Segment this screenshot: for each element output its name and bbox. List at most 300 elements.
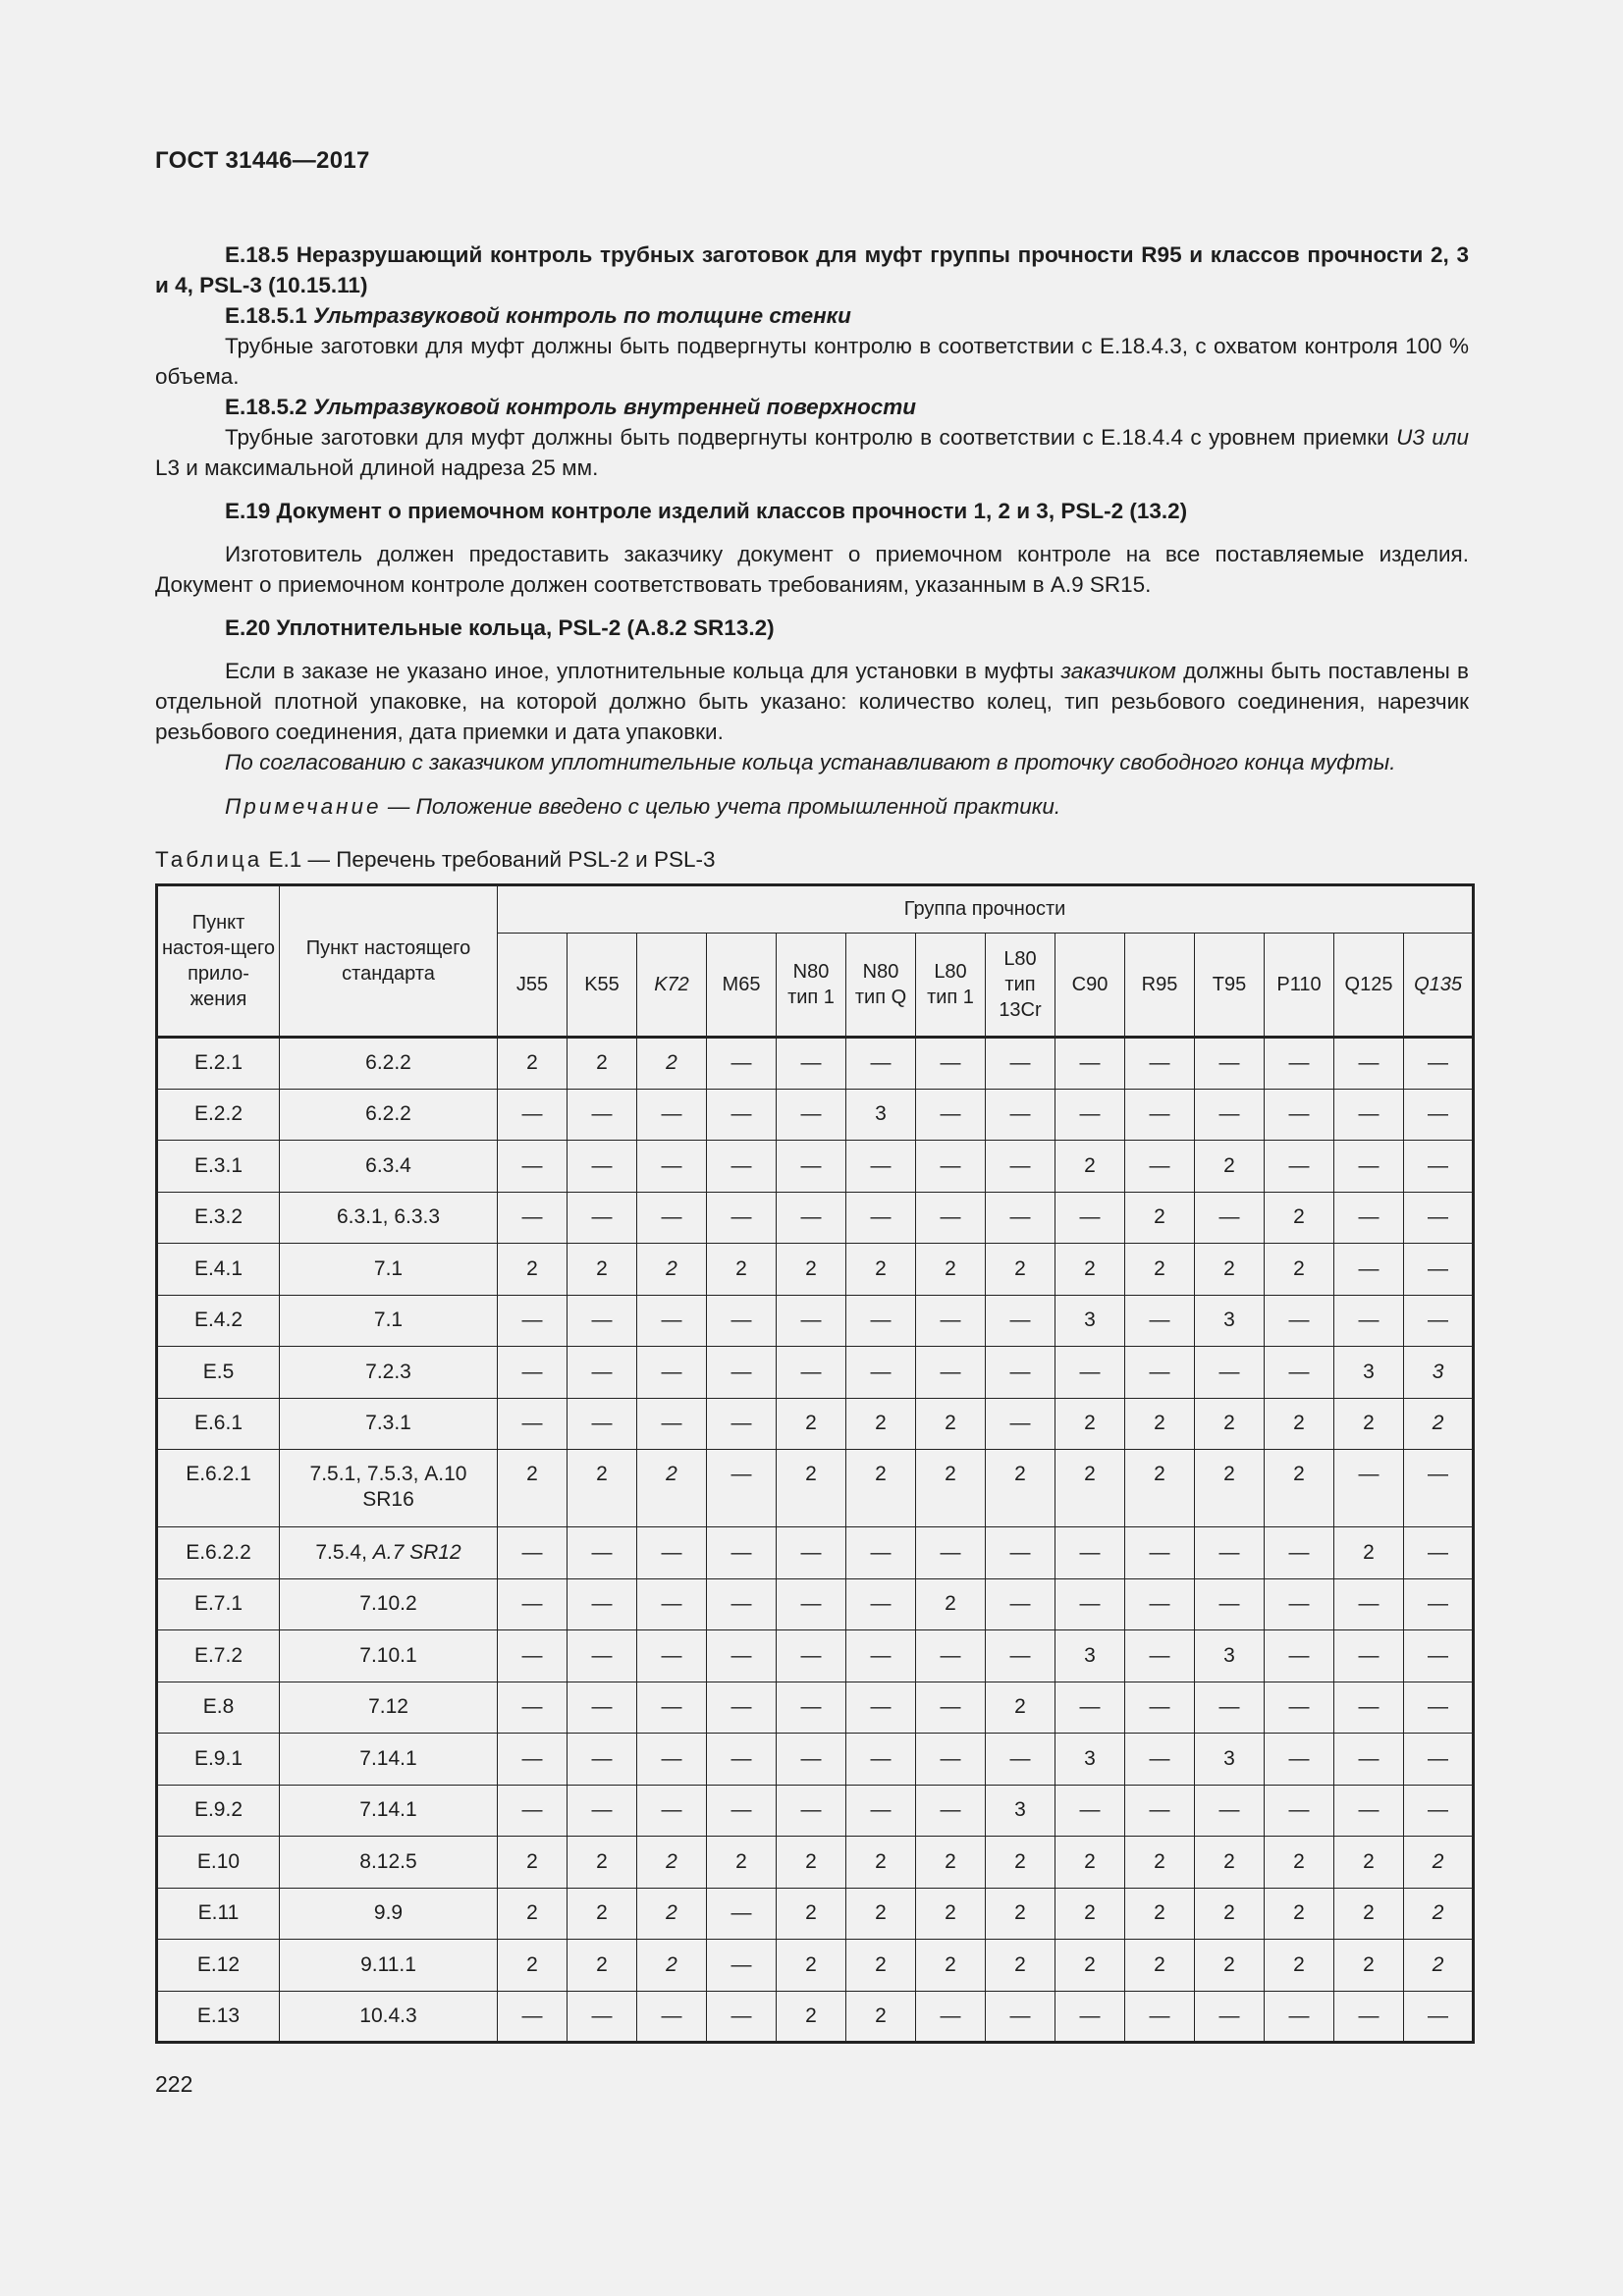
- psl-value-cell: 2: [777, 1837, 846, 1889]
- psl-value-cell: —: [707, 1398, 777, 1450]
- psl-value-cell: —: [568, 1089, 637, 1141]
- clause-text: 7.14.1: [359, 1746, 417, 1770]
- clause-text: 7.14.1: [359, 1798, 417, 1822]
- psl-value-cell: —: [498, 1141, 568, 1193]
- psl-value-cell: 3: [1195, 1295, 1265, 1347]
- psl-value-cell: 2: [1055, 1141, 1125, 1193]
- psl-value-cell: 2: [777, 1991, 846, 2043]
- psl-value-cell: —: [1125, 1991, 1195, 2043]
- psl-value-cell: —: [777, 1785, 846, 1837]
- clause-text: 6.3.4: [365, 1153, 411, 1177]
- psl-value-cell: —: [707, 1141, 777, 1193]
- psl-value-cell: —: [498, 1295, 568, 1347]
- psl-value-cell: 2: [1055, 1244, 1125, 1296]
- psl-value-cell: 2: [986, 1888, 1055, 1940]
- table-row: [157, 1940, 1474, 1992]
- psl-value-cell: —: [1125, 1089, 1195, 1141]
- psl-value-cell: —: [777, 1295, 846, 1347]
- clause-text: 7.10.2: [359, 1592, 417, 1616]
- section-e18-5-title: Е.18.5 Неразрушающий контроль трубных заготовок для муфт группы прочности R95 и классов прочности 2, 3 и 4, PSL-3 (10.15.11): [155, 242, 1469, 297]
- psl-value-cell: 3: [1055, 1630, 1125, 1682]
- psl-value-cell: —: [916, 1192, 986, 1244]
- psl-value-cell: —: [1265, 1347, 1334, 1399]
- psl-value-cell: 2: [1195, 1244, 1265, 1296]
- psl-value-cell: 2: [568, 1244, 637, 1296]
- table-row: [157, 1837, 1474, 1889]
- psl-value-cell: —: [1334, 1785, 1404, 1837]
- psl-value-cell: —: [1055, 1682, 1125, 1734]
- psl-value-cell: 2: [1125, 1837, 1195, 1889]
- table-row: [157, 1450, 1474, 1527]
- psl-value-cell: —: [777, 1089, 846, 1141]
- psl-value-cell: —: [846, 1734, 916, 1786]
- psl-value-cell: —: [1404, 1991, 1474, 2043]
- psl-value-cell: —: [1125, 1630, 1195, 1682]
- psl-value-cell: —: [846, 1578, 916, 1630]
- psl-value-cell: —: [916, 1991, 986, 2043]
- section-e18-5-2-text: [155, 422, 1469, 483]
- clause-text: 8.12.5: [359, 1849, 417, 1873]
- standard-clause-cell: [280, 1682, 498, 1734]
- psl-value-cell: —: [1404, 1682, 1474, 1734]
- table-row: [157, 1089, 1474, 1141]
- psl-value-cell: —: [1404, 1141, 1474, 1193]
- psl-value-cell: —: [777, 1192, 846, 1244]
- psl-value-cell: 2: [1195, 1450, 1265, 1527]
- psl-value-cell: 2: [1334, 1527, 1404, 1579]
- psl-value-cell: 2: [846, 1888, 916, 1940]
- psl-value-cell: 2: [498, 1244, 568, 1296]
- grade-header: K72: [637, 933, 707, 1037]
- psl-value-cell: —: [637, 1578, 707, 1630]
- psl-value-cell: —: [1404, 1244, 1474, 1296]
- clause-text: 7.5.4,: [315, 1540, 373, 1564]
- psl-value-cell: 2: [1334, 1398, 1404, 1450]
- psl-value-cell: —: [568, 1527, 637, 1579]
- psl-value-cell: —: [498, 1347, 568, 1399]
- psl-value-cell: —: [777, 1038, 846, 1090]
- standard-clause-cell: [280, 1991, 498, 2043]
- text-run: L3 и максимальной длиной надреза 25 мм.: [155, 455, 599, 480]
- psl-value-cell: —: [1265, 1991, 1334, 2043]
- standard-clause-cell: [280, 1089, 498, 1141]
- psl-value-cell: —: [986, 1141, 1055, 1193]
- document-page: [155, 147, 1469, 2044]
- psl-value-cell: —: [986, 1527, 1055, 1579]
- psl-value-cell: —: [1334, 1450, 1404, 1527]
- psl-value-cell: —: [986, 1089, 1055, 1141]
- psl-value-cell: —: [777, 1630, 846, 1682]
- standard-clause-cell: [280, 1295, 498, 1347]
- psl-value-cell: —: [1195, 1527, 1265, 1579]
- psl-value-cell: —: [568, 1295, 637, 1347]
- psl-value-cell: 2: [1334, 1837, 1404, 1889]
- psl-value-cell: —: [986, 1578, 1055, 1630]
- psl-value-cell: 2: [637, 1244, 707, 1296]
- psl-value-cell: —: [568, 1141, 637, 1193]
- grade-header: Q135: [1404, 933, 1474, 1037]
- psl-value-cell: —: [916, 1038, 986, 1090]
- psl-value-cell: —: [498, 1527, 568, 1579]
- psl-value-cell: —: [568, 1785, 637, 1837]
- psl-value-cell: —: [707, 1578, 777, 1630]
- standard-clause-cell: [280, 1888, 498, 1940]
- grade-header: N80 тип Q: [846, 933, 916, 1037]
- annex-clause-cell: Е.3.1: [157, 1141, 280, 1193]
- psl-value-cell: 2: [568, 1888, 637, 1940]
- standard-clause-cell: [280, 1347, 498, 1399]
- psl-value-cell: 2: [1125, 1888, 1195, 1940]
- table-row: [157, 1347, 1474, 1399]
- psl-value-cell: 3: [1055, 1295, 1125, 1347]
- psl-value-cell: 2: [777, 1450, 846, 1527]
- section-e19-text: Изготовитель должен предоставить заказчику документ о приемочном контроле на все поставляемые изделия. Документ о приемочном контроле должен соответствовать требованиям, указанным в А.9 SR15.: [155, 542, 1469, 597]
- standard-clause-cell: [280, 1837, 498, 1889]
- standard-clause-cell: [280, 1141, 498, 1193]
- psl-value-cell: —: [1334, 1038, 1404, 1090]
- psl-value-cell: 2: [1125, 1450, 1195, 1527]
- psl-value-cell: —: [1334, 1089, 1404, 1141]
- psl-value-cell: 3: [1055, 1734, 1125, 1786]
- psl-value-cell: —: [1265, 1527, 1334, 1579]
- note-label: Примечание: [225, 794, 382, 819]
- psl-value-cell: —: [707, 1785, 777, 1837]
- psl-value-cell: —: [707, 1682, 777, 1734]
- annex-clause-cell: Е.7.2: [157, 1630, 280, 1682]
- psl-value-cell: —: [1334, 1734, 1404, 1786]
- standard-clause-cell: [280, 1038, 498, 1090]
- psl-value-cell: —: [1265, 1295, 1334, 1347]
- table-row: [157, 1991, 1474, 2043]
- note-text: — Положение введено с целью учета промышленной практики.: [381, 794, 1061, 819]
- standard-clause-cell: [280, 1192, 498, 1244]
- psl-value-cell: 3: [986, 1785, 1055, 1837]
- psl-value-cell: 2: [1404, 1940, 1474, 1992]
- section-e18-5-1-text: Трубные заготовки для муфт должны быть подвергнуты контролю в соответствии с Е.18.4.3, с охватом контроля 100 % объема.: [155, 334, 1469, 389]
- grade-header: P110: [1265, 933, 1334, 1037]
- grade-header: L80 тип 13Cr: [986, 933, 1055, 1037]
- psl-value-cell: 2: [1334, 1888, 1404, 1940]
- psl-value-cell: 3: [1195, 1630, 1265, 1682]
- clause-text: 7.2.3: [365, 1360, 411, 1383]
- psl-value-cell: —: [1265, 1089, 1334, 1141]
- standard-clause-cell: [280, 1940, 498, 1992]
- psl-value-cell: 2: [707, 1837, 777, 1889]
- clause-text: 9.9: [373, 1901, 404, 1925]
- psl-value-cell: 2: [498, 1940, 568, 1992]
- annex-clause-cell: Е.6.2.1: [157, 1450, 280, 1527]
- psl-value-cell: —: [1265, 1141, 1334, 1193]
- table-row: [157, 1578, 1474, 1630]
- psl-value-cell: 2: [707, 1244, 777, 1296]
- psl-value-cell: —: [1055, 1527, 1125, 1579]
- psl-value-cell: 2: [1125, 1244, 1195, 1296]
- grade-header: K55: [568, 933, 637, 1037]
- standard-clause-cell: [280, 1785, 498, 1837]
- psl-value-cell: —: [777, 1734, 846, 1786]
- psl-value-cell: —: [568, 1630, 637, 1682]
- psl-value-cell: 2: [916, 1940, 986, 1992]
- psl-value-cell: —: [1125, 1734, 1195, 1786]
- document-header: ГОСТ 31446—2017: [155, 147, 370, 174]
- psl-value-cell: —: [1195, 1682, 1265, 1734]
- psl-value-cell: 2: [1125, 1398, 1195, 1450]
- psl-value-cell: 2: [637, 1837, 707, 1889]
- psl-value-cell: 2: [846, 1450, 916, 1527]
- psl-value-cell: 2: [1404, 1398, 1474, 1450]
- annex-clause-cell: Е.12: [157, 1940, 280, 1992]
- annex-clause-cell: Е.2.1: [157, 1038, 280, 1090]
- table-row: [157, 1682, 1474, 1734]
- table-row: [157, 1888, 1474, 1940]
- text-run-italic: U3 или: [1396, 425, 1470, 450]
- clause-text: 6.2.2: [365, 1051, 411, 1075]
- grade-header: Q125: [1334, 933, 1404, 1037]
- psl-value-cell: 2: [777, 1888, 846, 1940]
- standard-clause-cell: [280, 1450, 498, 1527]
- clause-text: 7.12: [368, 1695, 408, 1719]
- psl-value-cell: —: [707, 1991, 777, 2043]
- page-number: 222: [155, 2071, 193, 2097]
- psl-value-cell: —: [777, 1682, 846, 1734]
- psl-value-cell: 2: [986, 1682, 1055, 1734]
- psl-value-cell: 2: [1265, 1837, 1334, 1889]
- psl-value-cell: —: [498, 1991, 568, 2043]
- psl-value-cell: 2: [777, 1244, 846, 1296]
- psl-value-cell: —: [1404, 1734, 1474, 1786]
- psl-value-cell: —: [1404, 1450, 1474, 1527]
- psl-value-cell: 2: [1265, 1940, 1334, 1992]
- psl-value-cell: —: [846, 1682, 916, 1734]
- psl-value-cell: 2: [498, 1837, 568, 1889]
- clause-text-italic: А.7 SR12: [372, 1540, 461, 1564]
- psl-value-cell: —: [637, 1682, 707, 1734]
- psl-value-cell: 2: [986, 1940, 1055, 1992]
- annex-clause-cell: Е.9.2: [157, 1785, 280, 1837]
- annex-clause-cell: Е.10: [157, 1837, 280, 1889]
- clause-text: 9.11.1: [360, 1952, 416, 1976]
- psl-value-cell: —: [846, 1347, 916, 1399]
- section-e20-text: [155, 656, 1469, 747]
- psl-value-cell: —: [637, 1630, 707, 1682]
- table-row: [157, 1038, 1474, 1090]
- psl-value-cell: —: [1265, 1630, 1334, 1682]
- annex-clause-cell: Е.6.2.2: [157, 1527, 280, 1579]
- psl-value-cell: 2: [637, 1940, 707, 1992]
- psl-value-cell: 2: [846, 1940, 916, 1992]
- table-row: [157, 1398, 1474, 1450]
- psl-value-cell: 2: [1125, 1192, 1195, 1244]
- psl-value-cell: —: [916, 1682, 986, 1734]
- psl-value-cell: 2: [916, 1837, 986, 1889]
- clause-text: 7.1: [373, 1256, 404, 1280]
- psl-value-cell: 2: [916, 1888, 986, 1940]
- psl-value-cell: —: [1334, 1991, 1404, 2043]
- table-row: [157, 1192, 1474, 1244]
- grade-header: L80 тип 1: [916, 933, 986, 1037]
- psl-value-cell: —: [986, 1734, 1055, 1786]
- grade-header: J55: [498, 933, 568, 1037]
- annex-clause-cell: Е.4.1: [157, 1244, 280, 1296]
- psl-value-cell: 3: [1404, 1347, 1474, 1399]
- psl-value-cell: —: [1404, 1295, 1474, 1347]
- psl-value-cell: 2: [1404, 1837, 1474, 1889]
- section-title: Ультразвуковой контроль по толщине стенки: [313, 303, 851, 328]
- psl-value-cell: —: [1055, 1038, 1125, 1090]
- psl-value-cell: —: [707, 1347, 777, 1399]
- standard-clause-cell: [280, 1630, 498, 1682]
- psl-value-cell: 2: [1125, 1940, 1195, 1992]
- annex-clause-cell: Е.8: [157, 1682, 280, 1734]
- standard-clause-cell: [280, 1734, 498, 1786]
- psl-value-cell: —: [568, 1734, 637, 1786]
- annex-clause-cell: Е.2.2: [157, 1089, 280, 1141]
- psl-value-cell: —: [1125, 1527, 1195, 1579]
- requirements-table: [155, 883, 1475, 2044]
- psl-value-cell: —: [637, 1141, 707, 1193]
- psl-value-cell: —: [1265, 1734, 1334, 1786]
- psl-value-cell: —: [1055, 1578, 1125, 1630]
- psl-value-cell: 2: [916, 1398, 986, 1450]
- psl-value-cell: —: [637, 1991, 707, 2043]
- psl-value-cell: —: [637, 1785, 707, 1837]
- psl-value-cell: —: [916, 1734, 986, 1786]
- psl-value-cell: —: [777, 1347, 846, 1399]
- psl-value-cell: 2: [1265, 1888, 1334, 1940]
- psl-value-cell: 2: [986, 1244, 1055, 1296]
- standard-clause-cell: [280, 1527, 498, 1579]
- psl-value-cell: 2: [1334, 1940, 1404, 1992]
- psl-value-cell: —: [707, 1527, 777, 1579]
- section-e18-5-1-heading: [155, 300, 1469, 331]
- annex-clause-cell: Е.11: [157, 1888, 280, 1940]
- grade-header: R95: [1125, 933, 1195, 1037]
- section-e18-5-2-heading: [155, 392, 1469, 422]
- psl-value-cell: —: [1265, 1785, 1334, 1837]
- psl-value-cell: —: [916, 1141, 986, 1193]
- annex-clause-cell: Е.4.2: [157, 1295, 280, 1347]
- psl-value-cell: 3: [1195, 1734, 1265, 1786]
- psl-value-cell: 3: [1334, 1347, 1404, 1399]
- psl-value-cell: 2: [777, 1940, 846, 1992]
- grade-header: C90: [1055, 933, 1125, 1037]
- psl-value-cell: —: [986, 1398, 1055, 1450]
- clause-text: 7.1: [373, 1308, 404, 1332]
- psl-value-cell: —: [916, 1347, 986, 1399]
- psl-value-cell: 2: [1055, 1888, 1125, 1940]
- psl-value-cell: —: [568, 1192, 637, 1244]
- psl-value-cell: —: [1195, 1991, 1265, 2043]
- table-row: [157, 1244, 1474, 1296]
- psl-value-cell: —: [637, 1347, 707, 1399]
- text-run-italic: заказчиком: [1060, 659, 1176, 683]
- table-row: [157, 1630, 1474, 1682]
- col-header-standard-clause: Пункт настоящего стандарта: [280, 885, 498, 1038]
- psl-value-cell: 2: [1265, 1450, 1334, 1527]
- psl-value-cell: —: [1334, 1192, 1404, 1244]
- psl-value-cell: —: [1055, 1089, 1125, 1141]
- psl-value-cell: —: [1195, 1192, 1265, 1244]
- psl-value-cell: —: [986, 1038, 1055, 1090]
- psl-value-cell: 2: [846, 1398, 916, 1450]
- grade-header: M65: [707, 933, 777, 1037]
- psl-value-cell: —: [986, 1991, 1055, 2043]
- psl-value-cell: —: [1125, 1295, 1195, 1347]
- psl-value-cell: —: [707, 1940, 777, 1992]
- psl-value-cell: 2: [1195, 1398, 1265, 1450]
- psl-value-cell: —: [1404, 1578, 1474, 1630]
- psl-value-cell: 2: [1055, 1940, 1125, 1992]
- annex-clause-cell: Е.9.1: [157, 1734, 280, 1786]
- text-run: Если в заказе не указано иное, уплотнительные кольца для установки в муфты: [225, 659, 1061, 683]
- psl-value-cell: —: [707, 1038, 777, 1090]
- psl-value-cell: —: [1125, 1682, 1195, 1734]
- table-caption-text: Е.1 — Перечень требований PSL-2 и PSL-3: [262, 847, 716, 872]
- clause-text: 6.3.1, 6.3.3: [336, 1205, 441, 1229]
- table-row: [157, 1785, 1474, 1837]
- psl-value-cell: —: [777, 1578, 846, 1630]
- psl-value-cell: 2: [1265, 1192, 1334, 1244]
- section-e19-title: Е.19 Документ о приемочном контроле изделий классов прочности 1, 2 и 3, PSL-2 (13.2): [225, 499, 1188, 523]
- section-number: Е.18.5.2: [225, 395, 307, 419]
- psl-value-cell: 2: [568, 1038, 637, 1090]
- standard-clause-cell: [280, 1398, 498, 1450]
- psl-value-cell: 2: [1265, 1398, 1334, 1450]
- psl-value-cell: 2: [1055, 1398, 1125, 1450]
- section-number: Е.18.5.1: [225, 303, 307, 328]
- psl-value-cell: 2: [846, 1244, 916, 1296]
- psl-value-cell: 2: [1195, 1888, 1265, 1940]
- psl-value-cell: —: [1404, 1192, 1474, 1244]
- psl-value-cell: 2: [637, 1450, 707, 1527]
- psl-value-cell: —: [498, 1578, 568, 1630]
- psl-value-cell: —: [1404, 1038, 1474, 1090]
- psl-value-cell: —: [1265, 1038, 1334, 1090]
- psl-value-cell: —: [707, 1450, 777, 1527]
- col-header-strength-group: Группа прочности: [498, 885, 1474, 934]
- psl-value-cell: —: [637, 1398, 707, 1450]
- psl-value-cell: 2: [916, 1450, 986, 1527]
- psl-value-cell: —: [777, 1527, 846, 1579]
- psl-value-cell: 2: [1195, 1940, 1265, 1992]
- psl-value-cell: —: [498, 1089, 568, 1141]
- psl-value-cell: 2: [916, 1578, 986, 1630]
- psl-value-cell: —: [1404, 1089, 1474, 1141]
- psl-value-cell: —: [637, 1527, 707, 1579]
- psl-value-cell: —: [846, 1295, 916, 1347]
- psl-value-cell: 2: [1195, 1141, 1265, 1193]
- psl-value-cell: —: [1265, 1682, 1334, 1734]
- psl-value-cell: —: [1404, 1527, 1474, 1579]
- psl-value-cell: —: [568, 1991, 637, 2043]
- psl-value-cell: 3: [846, 1089, 916, 1141]
- psl-value-cell: —: [498, 1785, 568, 1837]
- annex-clause-cell: Е.3.2: [157, 1192, 280, 1244]
- psl-value-cell: —: [637, 1295, 707, 1347]
- psl-value-cell: 2: [846, 1991, 916, 2043]
- psl-value-cell: —: [1195, 1785, 1265, 1837]
- note: [155, 791, 1469, 822]
- psl-value-cell: —: [1055, 1991, 1125, 2043]
- psl-value-cell: —: [498, 1734, 568, 1786]
- psl-value-cell: —: [1125, 1347, 1195, 1399]
- psl-value-cell: —: [637, 1089, 707, 1141]
- psl-value-cell: 2: [568, 1940, 637, 1992]
- psl-value-cell: 2: [498, 1888, 568, 1940]
- psl-value-cell: —: [1195, 1089, 1265, 1141]
- psl-value-cell: —: [1125, 1578, 1195, 1630]
- psl-value-cell: —: [498, 1682, 568, 1734]
